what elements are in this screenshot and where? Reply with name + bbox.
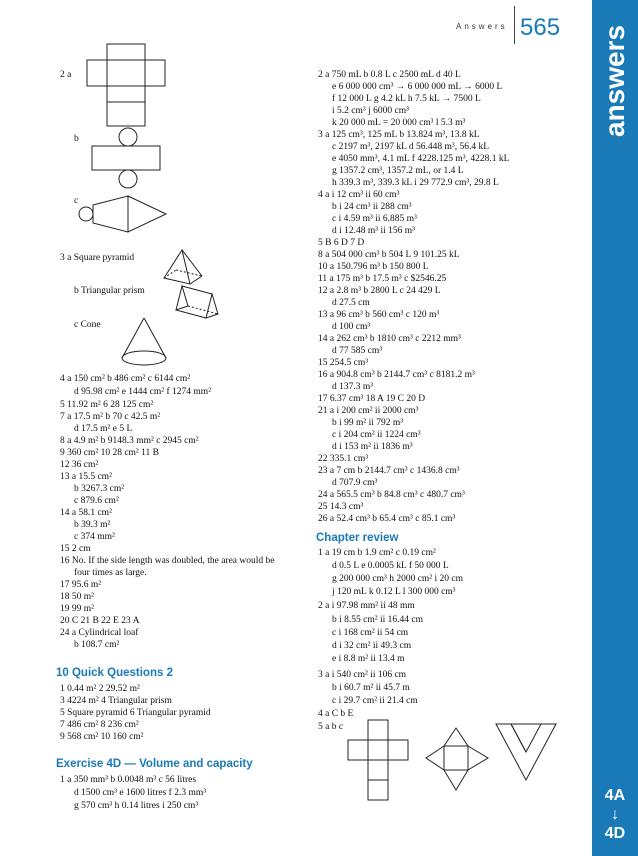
- answer-line: d 707.9 cm³: [332, 478, 378, 488]
- running-header-word: Answers: [456, 22, 508, 31]
- chapter-review-heading: Chapter review: [316, 532, 399, 544]
- answer-line: 18 50 m²: [60, 592, 94, 602]
- review-answer-line: b i 60.7 m² ii 45.7 m: [332, 683, 410, 693]
- answer-line: 21 a i 200 cm² ii 2000 cm³: [318, 406, 419, 416]
- answer-line: b i 99 m² ii 792 m³: [332, 418, 404, 428]
- answer-line: 2 a 750 mL b 0.8 L c 2500 mL d 40 L: [318, 70, 461, 80]
- answer-line: 13 a 15.5 cm²: [60, 472, 112, 482]
- answer-line: d i 12.48 m³ ii 156 m³: [332, 226, 416, 236]
- answer-line: 19 99 m²: [60, 604, 94, 614]
- answer-line: k 20 000 mL = 20 000 cm³ l 5.3 m³: [332, 118, 466, 128]
- answer-line: c i 204 cm² ii 1224 cm³: [332, 430, 421, 440]
- answer-line: 26 a 52.4 cm³ b 65.4 cm³ c 85.1 cm³: [318, 514, 456, 524]
- quick-questions-heading: 10 Quick Questions 2: [56, 667, 173, 679]
- exercise-answer-line: 1 a 350 mm³ b 0.0048 m³ c 56 litres: [60, 775, 197, 785]
- answer-line: 24 a 565.5 cm³ b 84.8 cm³ c 480.7 cm³: [318, 490, 465, 500]
- answer-line: 11 a 175 m³ b 17.5 m³ c $2546.25: [318, 274, 447, 284]
- header-divider: [514, 6, 515, 44]
- review-answer-line: g 200 000 cm³ h 2000 cm² i 20 cm: [332, 574, 464, 584]
- triangular-prism-figure: [174, 282, 224, 320]
- answer-line: 2 a: [60, 70, 72, 80]
- answer-line: i 5.2 cm³ j 6000 cm³: [332, 106, 409, 116]
- review-answer-line: c i 29.7 cm² ii 21.4 cm: [332, 696, 418, 706]
- answer-line: g 1357.2 cm³, 1357.2 mL, or 1.4 L: [332, 166, 464, 176]
- quick-answer-line: 9 568 cm² 10 160 cm²: [60, 732, 144, 742]
- answer-line: b 108.7 cm²: [74, 640, 120, 650]
- answer-line: d 95.98 cm² e 1444 cm² f 1274 mm²: [74, 387, 212, 397]
- answer-line: 24 a Cylindrical loaf: [60, 628, 139, 638]
- answer-line: b i 24 cm³ ii 288 cm³: [332, 202, 412, 212]
- answer-line: f 12 000 L g 4.2 kL h 7.5 kL → 7500 L: [332, 94, 481, 104]
- answer-line: b 3267.3 cm²: [74, 484, 125, 494]
- sidebar-label-wrap: [592, 6, 638, 156]
- answer-line: c 374 mm²: [74, 532, 115, 542]
- answer-line: 5 11.92 m² 6 28 125 cm²: [60, 400, 154, 410]
- review-answer-line: j 120 mL k 0.12 L l 300 000 cm³: [332, 587, 456, 597]
- answer-line: 4 a i 12 cm³ ii 60 cm³: [318, 190, 400, 200]
- answer-line: b 39.3 m²: [74, 520, 111, 530]
- quick-answer-line: 1 0.44 m² 2 29.52 m²: [60, 684, 140, 694]
- answer-line: d 17.5 m² e 5 L: [74, 424, 133, 434]
- answer-line: 4 a 150 cm² b 486 cm² c 6144 cm²: [60, 374, 191, 384]
- down-arrow-icon: ↓: [611, 806, 619, 823]
- answer-line: 7 a 17.5 m² b 70 c 42.5 m²: [60, 412, 161, 422]
- pyramid-net-figure: [424, 726, 490, 792]
- cube-net-figure: [346, 718, 416, 804]
- tetrahedron-net-figure: [494, 720, 558, 784]
- answer-line: 17 95.6 m²: [60, 580, 102, 590]
- answer-line: 15 2 cm: [60, 544, 91, 554]
- answer-line: 12 36 cm²: [60, 460, 99, 470]
- answer-line: b Triangular prism: [74, 286, 145, 296]
- answer-line: 10 a 150.796 m³ b 150 800 L: [318, 262, 429, 272]
- review-answer-line: d i 32 cm² ii 49.3 cm: [332, 641, 412, 651]
- review-answer-line: 4 a C b E: [318, 709, 354, 719]
- review-answer-line: 1 a 19 cm b 1.9 cm² c 0.19 cm²: [318, 548, 436, 558]
- answer-line: e 4050 mm³, 4.1 mL f 4228.125 m³, 4228.1 kL: [332, 154, 510, 164]
- answer-line: 9 360 cm² 10 28 cm² 11 B: [60, 448, 160, 458]
- cone-figure: [118, 316, 170, 368]
- review-answer-line: 2 a i 97.98 mm² ii 48 mm: [318, 601, 415, 611]
- answer-line: c Cone: [74, 320, 101, 330]
- answer-line: b: [74, 134, 79, 144]
- review-answer-line: e i 8.8 m² ii 13.4 m: [332, 654, 405, 664]
- answer-line: 12 a 2.8 m³ b 2800 L c 24 429 L: [318, 286, 441, 296]
- answer-line: 22 335.1 cm³: [318, 454, 369, 464]
- quick-answer-line: 5 Square pyramid 6 Triangular pyramid: [60, 708, 211, 718]
- answer-line: c 879.6 cm²: [74, 496, 119, 506]
- answer-line: 16 a 904.8 cm³ b 2144.7 cm³ c 8181.2 m³: [318, 370, 475, 380]
- answer-line: 25 14.3 cm³: [318, 502, 364, 512]
- answer-line: d 77 585 cm³: [332, 346, 383, 356]
- answer-line: c: [74, 196, 79, 206]
- answer-line: d 100 cm³: [332, 322, 371, 332]
- answer-line: 17 6.37 cm³ 18 A 19 C 20 D: [318, 394, 426, 404]
- answer-line: 16 No. If the side length was doubled, the area would be: [60, 556, 275, 566]
- answer-line: 5 B 6 D 7 D: [318, 238, 365, 248]
- exercise-answer-line: g 570 cm³ h 0.14 litres i 250 cm³: [74, 801, 199, 811]
- answer-line: d 27.5 cm: [332, 298, 370, 308]
- answer-line: 15 254.5 cm³: [318, 358, 369, 368]
- answer-line: 8 a 4.9 m² b 9148.3 mm² c 2945 cm²: [60, 436, 199, 446]
- answer-line: 3 a 125 cm³, 125 mL b 13.824 m³, 13.8 kL: [318, 130, 480, 140]
- triangular-prism-net-figure: [78, 190, 172, 240]
- answer-line: 14 a 58.1 cm²: [60, 508, 112, 518]
- review-answer-line: c i 168 cm² ii 54 cm: [332, 628, 409, 638]
- review-answer-line: 3 a i 540 cm² ii 106 cm: [318, 670, 407, 680]
- section-end: 4D: [604, 825, 626, 842]
- sidebar-label: answers: [599, 24, 631, 138]
- prism-net-figure: [85, 42, 167, 128]
- answer-line: 23 a 7 cm b 2144.7 cm³ c 1436.8 cm³: [318, 466, 460, 476]
- answer-line: c 2197 m³, 2197 kL d 56.448 m³, 56.4 kL: [332, 142, 490, 152]
- answer-line: 8 a 504 000 cm³ b 504 L 9 101.25 kL: [318, 250, 460, 260]
- quick-answer-line: 3 4224 m² 4 Triangular prism: [60, 696, 172, 706]
- answer-line: d i 153 m² ii 1836 m³: [332, 442, 413, 452]
- answer-line: c i 4.59 m³ ii 6.885 m³: [332, 214, 417, 224]
- review-answer-line: 5 a b c: [318, 722, 344, 732]
- answer-line: 14 a 262 cm³ b 1810 cm³ c 2212 mm³: [318, 334, 461, 344]
- page-number: 565: [520, 14, 561, 41]
- answer-line: 3 a Square pyramid: [60, 253, 135, 263]
- answer-line: four times as large.: [74, 568, 147, 578]
- review-answer-line: d 0.5 L e 0.0005 kL f 50 000 L: [332, 561, 449, 571]
- section-start: 4A: [604, 787, 626, 804]
- exercise-4d-heading: Exercise 4D — Volume and capacity: [56, 758, 253, 770]
- answers-sidebar: [592, 0, 638, 856]
- answer-line: 20 C 21 B 22 E 23 A: [60, 616, 140, 626]
- quick-answer-line: 7 486 cm² 8 236 cm²: [60, 720, 139, 730]
- section-range: [592, 786, 638, 843]
- review-answer-line: b i 8.55 cm² ii 16.44 cm: [332, 615, 423, 625]
- answer-line: d 137.3 m³: [332, 382, 374, 392]
- answer-line: h 339.3 m³, 339.3 kL i 29 772.9 cm³, 29.8 L: [332, 178, 499, 188]
- answer-line: e 6 000 000 cm³ → 6 000 000 mL → 6000 L: [332, 82, 503, 92]
- exercise-answer-line: d 1500 cm³ e 1600 litres f 2.3 mm³: [74, 788, 207, 798]
- cylinder-net-figure: [88, 126, 166, 190]
- answer-line: 13 a 96 cm³ b 560 cm³ c 120 m³: [318, 310, 440, 320]
